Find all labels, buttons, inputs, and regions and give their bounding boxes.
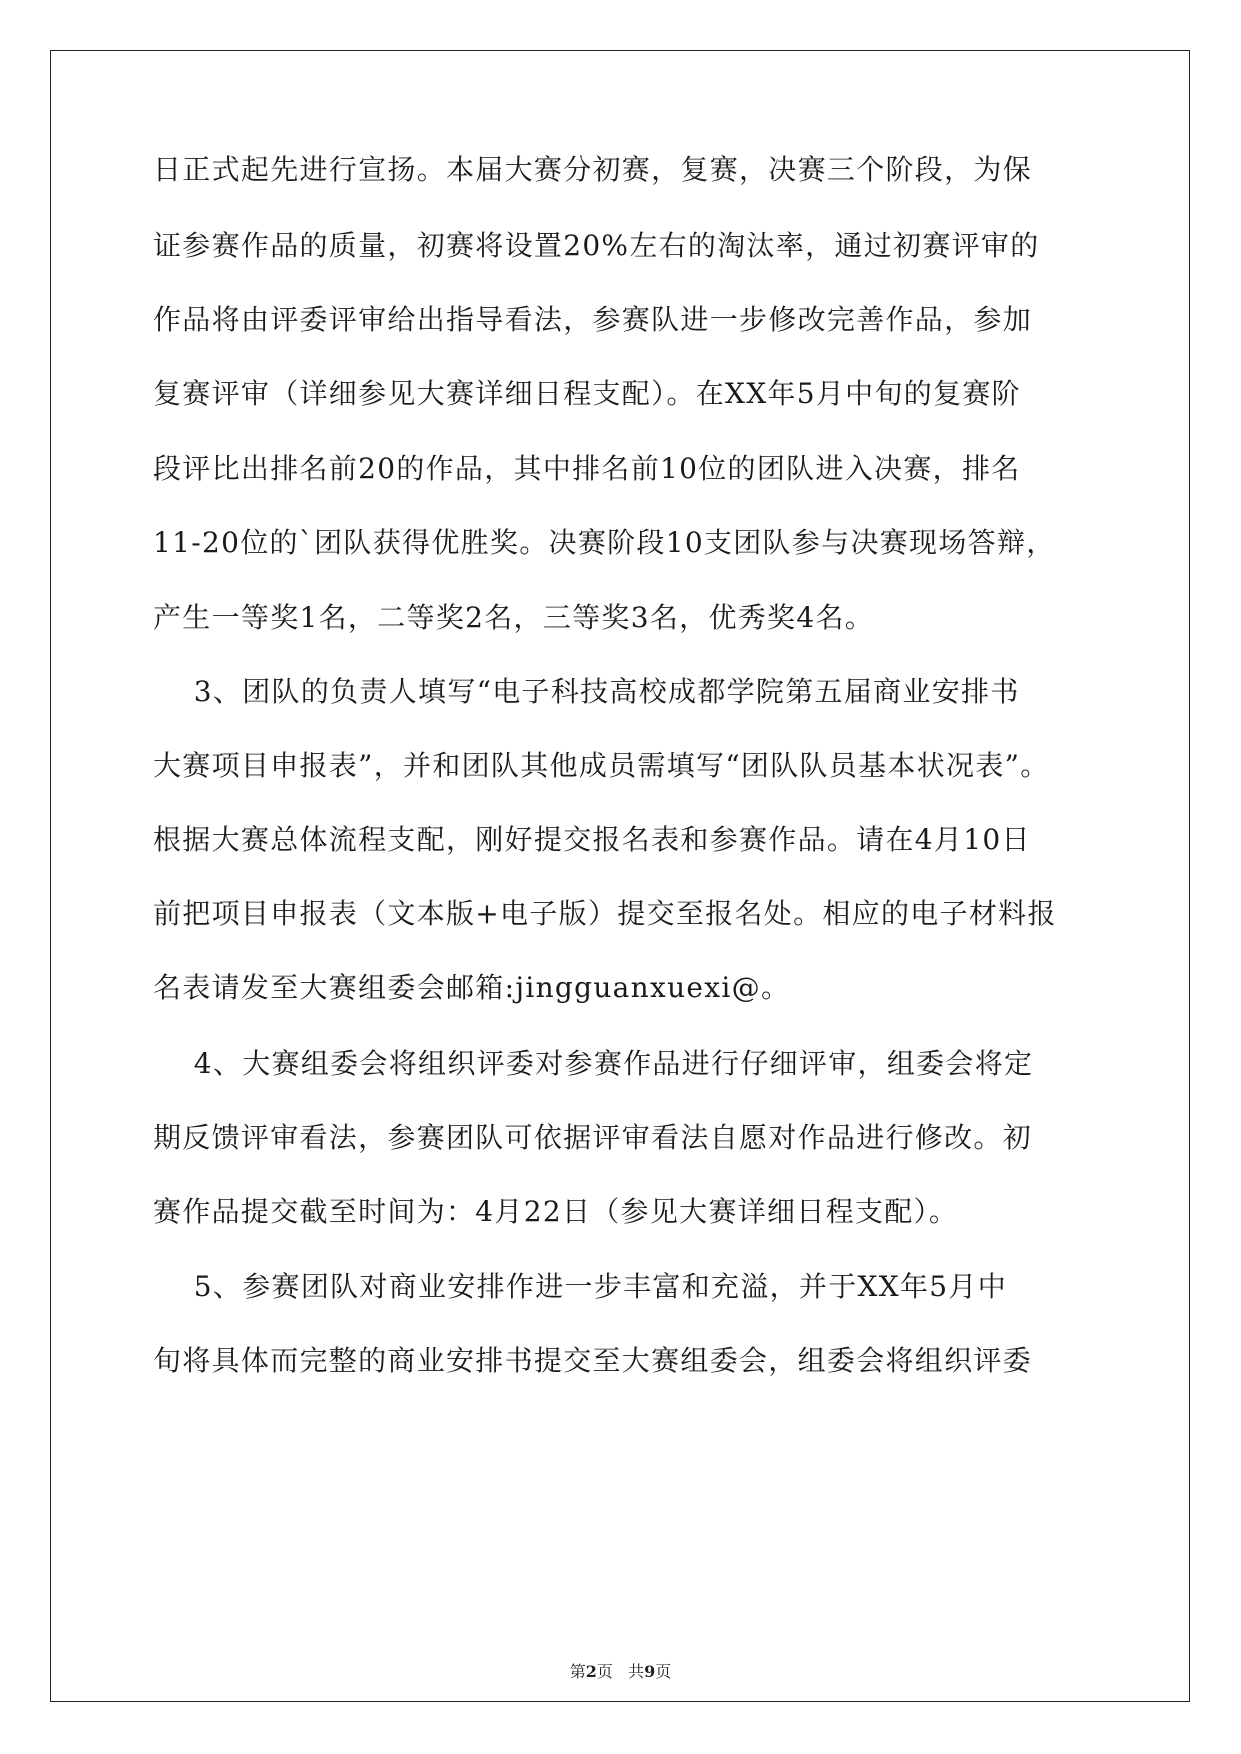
text-line: 复赛评审（详细参见大赛详细日程支配）。在XX年5月中旬的复赛阶 (153, 377, 1021, 410)
text-line: 5、参赛团队对商业安排作进一步丰富和充溢，并于XX年5月中 (153, 1270, 1008, 1303)
text-line: 段评比出排名前20的作品，其中排名前10位的团队进入决赛，排名 (153, 452, 1021, 485)
text-line: 旬将具体而完整的商业安排书提交至大赛组委会，组委会将组织评委 (153, 1344, 1033, 1377)
text-line: 期反馈评审看法，参赛团队可依据评审看法自愿对作品进行修改。初 (153, 1121, 1033, 1154)
text-line: 赛作品提交截至时间为：4月22日（参见大赛详细日程支配）。 (153, 1195, 959, 1228)
text-line: 产生一等奖1名，二等奖2名，三等奖3名，优秀奖4名。 (153, 601, 875, 634)
footer-suffix: 页 (655, 1662, 672, 1681)
footer-prefix: 第 (569, 1662, 586, 1681)
text-line: 作品将由评委评审给出指导看法，参赛队进一步修改完善作品，参加 (153, 303, 1033, 336)
footer-middle: 页 共 (596, 1662, 645, 1681)
text-line: 11-20位的`团队获得优胜奖。决赛阶段10支团队参与决赛现场答辩， (153, 526, 1056, 559)
footer-page-number: 2 (585, 1662, 597, 1681)
page-border (50, 50, 1190, 1702)
text-line: 4、大赛组委会将组织评委对参赛作品进行仔细评审，组委会将定 (153, 1047, 1034, 1080)
page-footer (0, 1662, 1241, 1682)
text-line: 前把项目申报表（文本版+电子版）提交至报名处。相应的电子材料报 (153, 897, 1057, 930)
text-line: 根据大赛总体流程支配，刚好提交报名表和参赛作品。请在4月10日 (153, 823, 1031, 856)
footer-total-pages: 9 (644, 1662, 656, 1681)
text-line: 3、团队的负责人填写“电子科技高校成都学院第五届商业安排书 (153, 675, 1020, 708)
text-line: 大赛项目申报表”，并和团队其他成员需填写“团队队员基本状况表”。 (153, 749, 1050, 782)
text-line: 日正式起先进行宣扬。本届大赛分初赛，复赛，决赛三个阶段，为保 (153, 153, 1033, 186)
text-line: 证参赛作品的质量，初赛将设置20%左右的淘汰率，通过初赛评审的 (153, 229, 1040, 262)
text-line: 名表请发至大赛组委会邮箱:jingguanxuexi@。 (153, 971, 791, 1004)
